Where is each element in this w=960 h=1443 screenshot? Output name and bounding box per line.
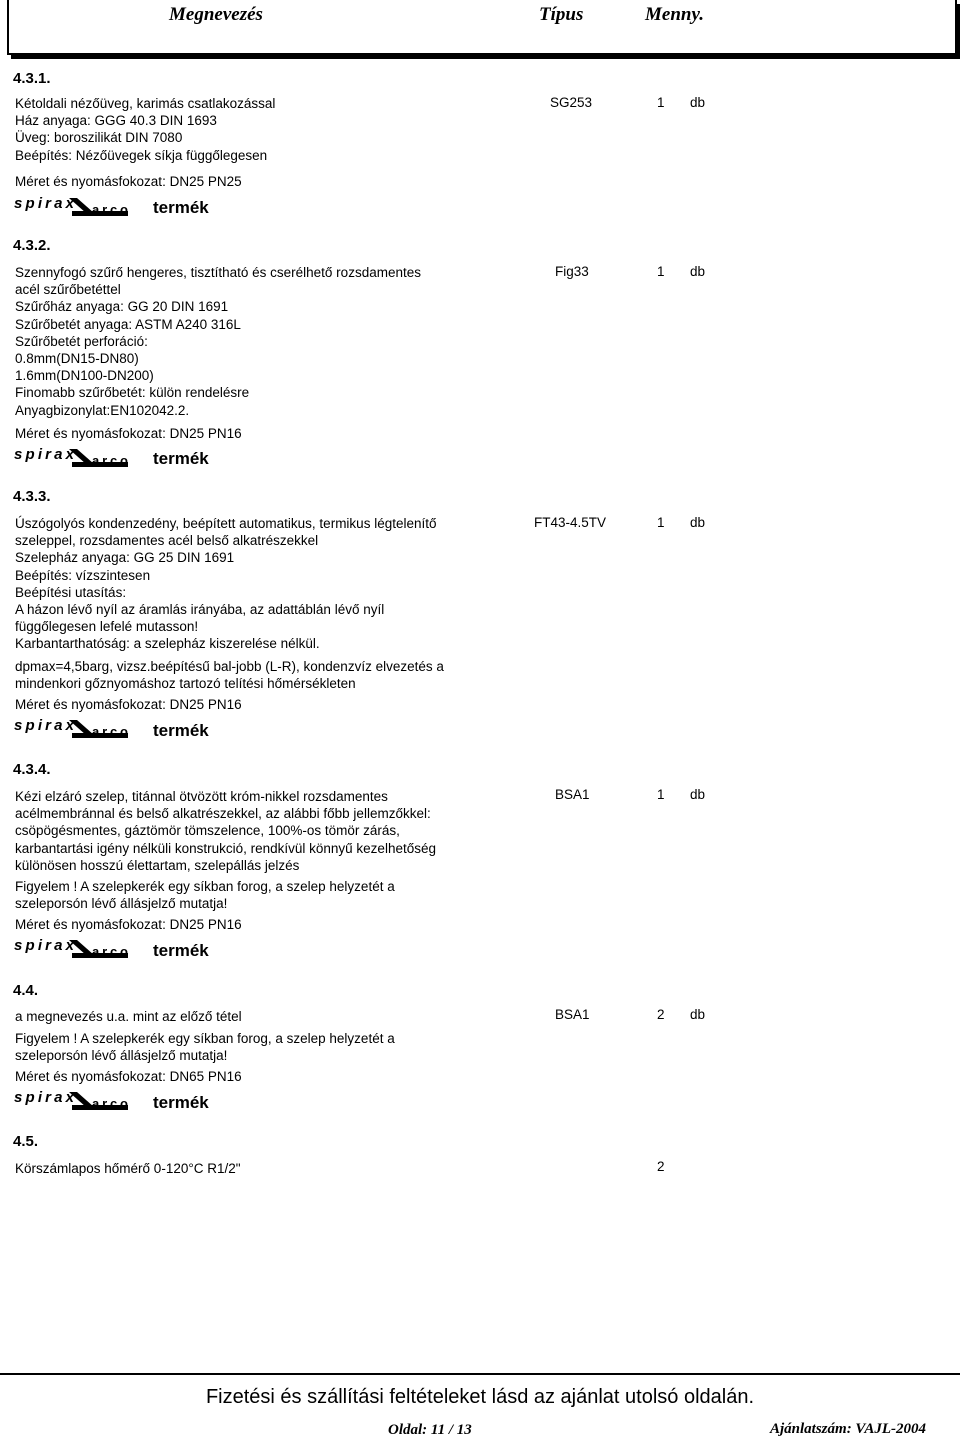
item-size: Méret és nyomásfokozat: DN25 PN16: [15, 697, 242, 712]
item-number: 4.3.1.: [13, 70, 51, 87]
item-number: 4.4.: [13, 982, 39, 999]
column-header-type: Típus: [539, 4, 584, 25]
spirax-sarco-logo: [14, 717, 130, 739]
item-description: a megnevezés u.a. mint az előző tétel: [15, 1009, 242, 1024]
item-qty: 2: [657, 1159, 665, 1174]
item-size: Méret és nyomásfokozat: DN25 PN16: [15, 426, 242, 441]
item-qty: 1: [657, 515, 665, 530]
product-label: termék: [153, 1093, 209, 1112]
table-header: [7, 0, 957, 55]
item-size: Méret és nyomásfokozat: DN65 PN16: [15, 1069, 242, 1084]
item-number: 4.5.: [13, 1133, 39, 1150]
spirax-sarco-logo: [14, 937, 130, 959]
item-qty: 1: [657, 264, 665, 279]
item-number: 4.3.2.: [13, 237, 51, 254]
item-description: Körszámlapos hőmérő 0-120°C R1/2": [15, 1161, 241, 1176]
item-description: Úszógolyós kondenzedény, beépített automatikus, termikus légtelenítő szeleppel, rozsdamentes acél belső alkatrészekkel Szelepház anyaga: GG 25 DIN 1691 Beépítés: vízszintesen Beépítési utasítás: A házon lévő nyíl az áramlás irányába, az adattáblán lévő nyíl függőlegesen lefelé mutasson! Karbantarthatóság: a szelepház kiszerelése nélkül.: [15, 516, 437, 652]
product-label: termék: [153, 721, 209, 740]
item-description-extra: Figyelem ! A szelepkerék egy síkban forog, a szelep helyzetét a szeleporsón lévő állásjelző mutatja!: [15, 1031, 395, 1064]
item-qty: 2: [657, 1007, 665, 1022]
item-number: 4.3.3.: [13, 488, 51, 505]
column-header-name: Megnevezés: [169, 4, 263, 25]
product-label: termék: [153, 941, 209, 960]
item-unit: db: [690, 264, 706, 279]
footer-note: Fizetési és szállítási feltételeket lásd az ajánlat utolsó oldalán.: [205, 1386, 755, 1408]
product-label: termék: [153, 449, 209, 468]
item-type: BSA1: [555, 1007, 590, 1022]
item-type: FT43-4.5TV: [534, 515, 607, 530]
footer-divider: [0, 1373, 960, 1375]
item-description: Kézi elzáró szelep, titánnal ötvözött króm-nikkel rozsdamentes acélmembránnal és belső alkatrészekkel, az alábbi főbb jellemzőkkel: csöpögésmentes, gáztömör tömszelence, 100%-os tömör zárás, karbantartási igény nélküli konstrukció, rendkívül könnyű kezelhetőség különösen hosszú élettartam, szelepállás jelzés: [15, 789, 436, 873]
page-number: Oldal: 11 / 13: [388, 1422, 472, 1438]
item-unit: db: [690, 1007, 706, 1022]
item-qty: 1: [657, 95, 665, 110]
item-type: Fig33: [555, 264, 589, 279]
item-unit: db: [690, 787, 706, 802]
item-description: Kétoldali nézőüveg, karimás csatlakozással Ház anyaga: GGG 40.3 DIN 1693 Üveg: boroszilikát DIN 7080 Beépítés: Nézőüvegek síkja függőlegesen: [15, 96, 276, 163]
spirax-sarco-logo: [14, 1089, 130, 1111]
item-description-extra: dpmax=4,5barg, vizsz.beépítésű bal-jobb (L-R), kondenzvíz elvezetés a mindenkori gőznyomáshoz tartozó telítési hőmérsékleten: [15, 659, 444, 692]
item-size: Méret és nyomásfokozat: DN25 PN25: [15, 174, 242, 189]
item-number: 4.3.4.: [13, 761, 51, 778]
column-header-qty: Menny.: [645, 4, 704, 25]
item-description-extra: Figyelem ! A szelepkerék egy síkban forog, a szelep helyzetét a szeleporsón lévő állásjelző mutatja!: [15, 879, 395, 912]
spirax-sarco-logo: [14, 446, 130, 468]
item-unit: db: [690, 515, 706, 530]
item-qty: 1: [657, 787, 665, 802]
item-size: Méret és nyomásfokozat: DN25 PN16: [15, 917, 242, 932]
offer-number: Ajánlatszám: VAJL-2004: [770, 1421, 926, 1437]
item-type: SG253: [550, 95, 593, 110]
item-type: BSA1: [555, 787, 590, 802]
product-label: termék: [153, 198, 209, 217]
item-unit: db: [690, 95, 706, 110]
spirax-sarco-logo: [14, 195, 130, 217]
item-description: Szennyfogó szűrő hengeres, tisztítható és cserélhető rozsdamentes acél szűrőbetéttel Szűrőház anyaga: GG 20 DIN 1691 Szűrőbetét anyaga: ASTM A240 316L Szűrőbetét perforáció: 0.8mm(DN15-DN80) 1.6mm(DN100-DN200) Finomabb szűrőbetét: külön rendelésre Anyagbizonylat:EN102042.2.: [15, 265, 421, 418]
